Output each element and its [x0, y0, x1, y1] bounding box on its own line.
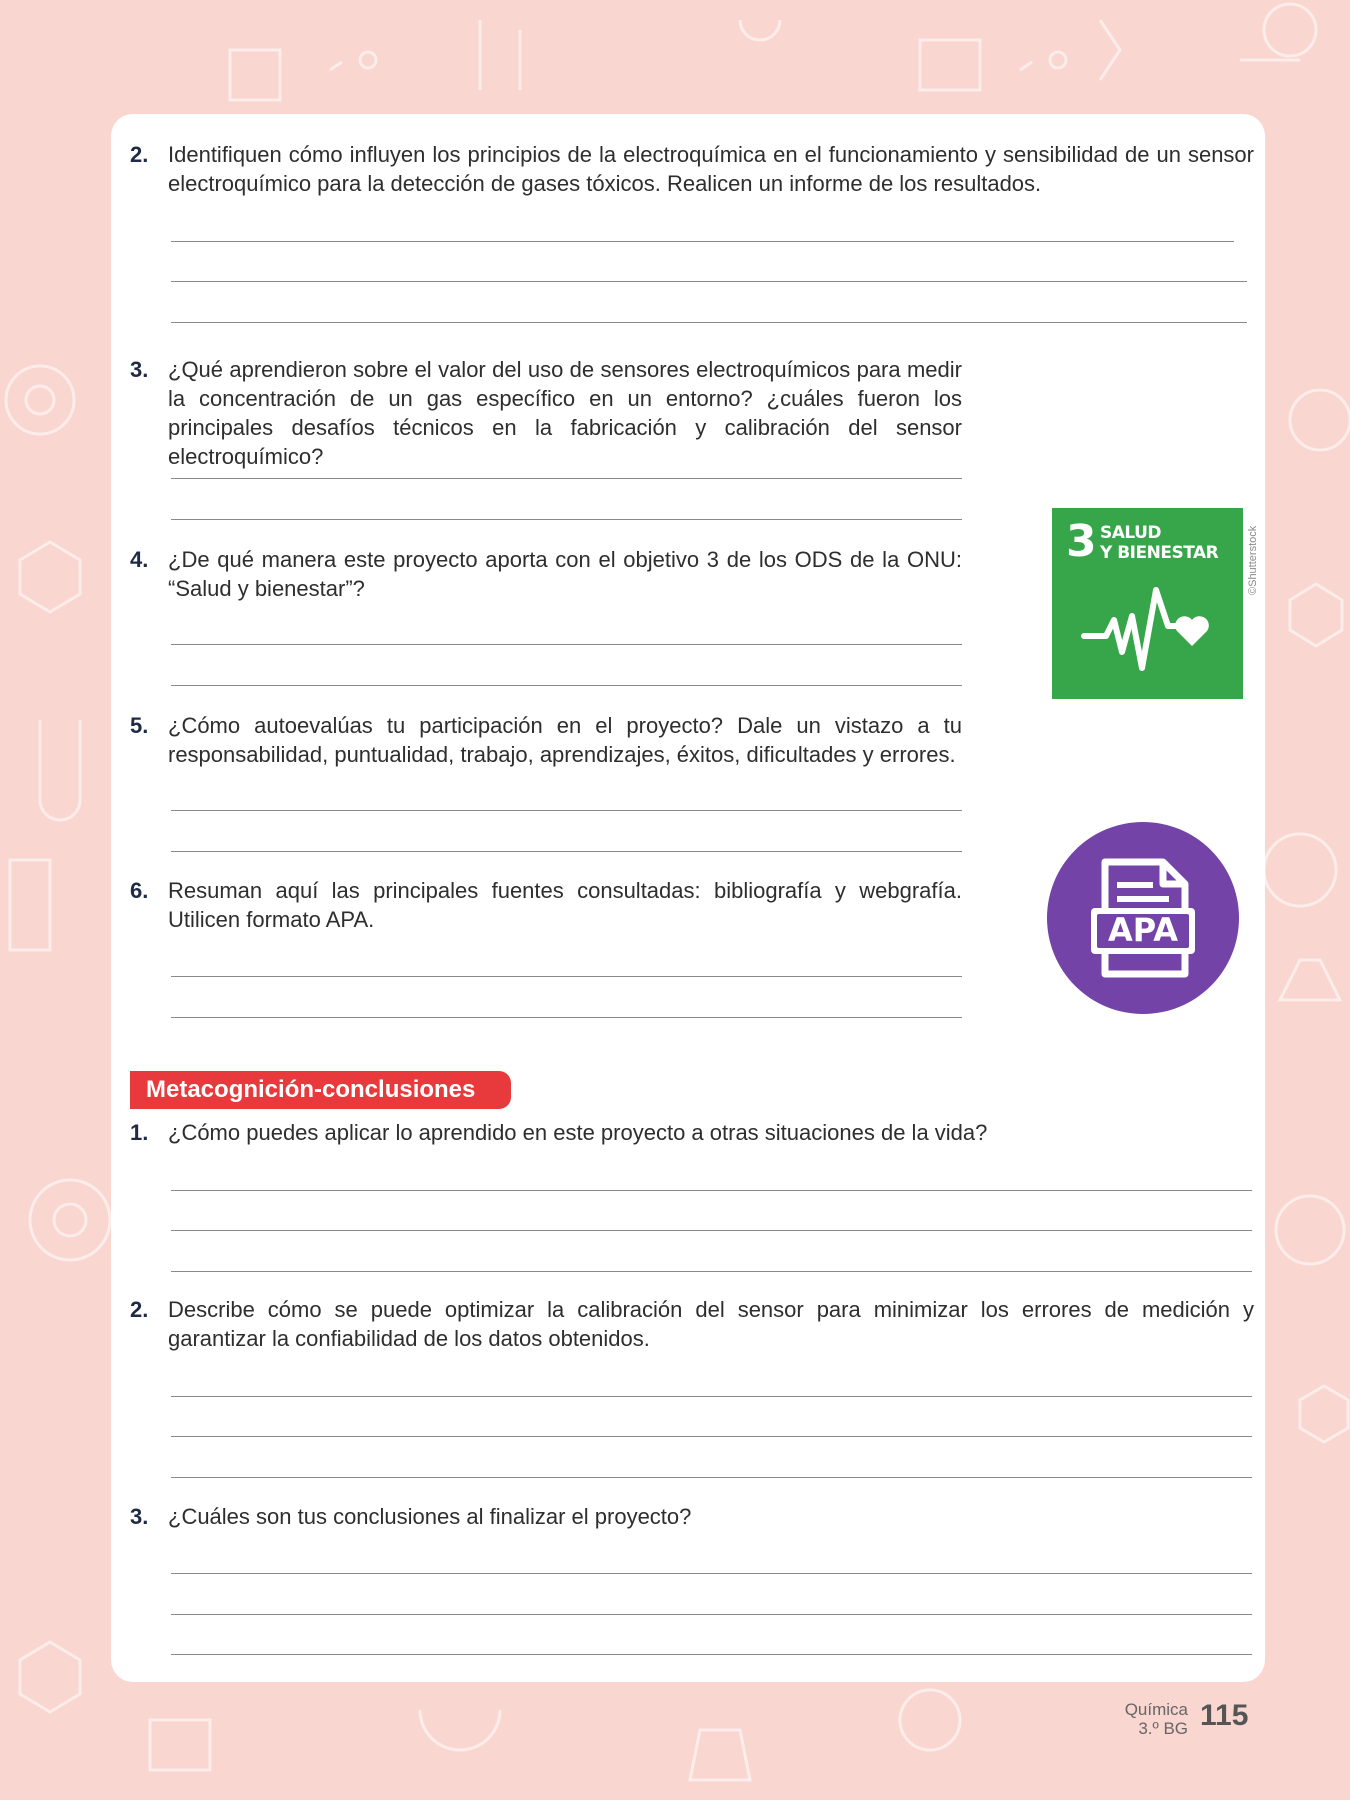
sdg-title-line2: Y BIENESTAR [1100, 543, 1219, 563]
image-credit: ©Shutterstock [1247, 525, 1259, 595]
question-text: ¿Qué aprendieron sobre el valor del uso de sensores electroquímicos para medir la concentración de un gas específico en un entorno? ¿cuáles fueron los principales desafíos técnicos en la fabricación y calibración del sensor electroquímico? [168, 357, 962, 469]
subject-name: Química [1124, 1700, 1188, 1719]
grade-level: 3.º BG [1138, 1719, 1188, 1738]
meta-question-1 [130, 1118, 1254, 1148]
section-title: Metacognición-conclusiones [146, 1076, 476, 1103]
question-number: 3. [130, 1504, 149, 1529]
answer-line[interactable] [171, 1436, 1252, 1437]
question-text: Resuman aquí las principales fuentes consultadas: bibliografía y webgrafía. Utilicen formato APA. [168, 878, 962, 932]
question-6 [130, 876, 962, 936]
apa-label: APA [1107, 911, 1179, 949]
question-number: 5. [130, 713, 149, 738]
answer-line[interactable] [171, 519, 962, 520]
question-text: ¿Cuáles son tus conclusiones al finalizar el proyecto? [168, 1504, 692, 1529]
answer-line[interactable] [171, 976, 962, 977]
question-text: ¿Cómo autoevalúas tu participación en el proyecto? Dale un vistazo a tu responsabilidad, puntualidad, trabajo, aprendizajes, éxitos, dificultades y errores. [168, 713, 962, 767]
answer-line[interactable] [171, 1654, 1252, 1655]
answer-line[interactable] [171, 241, 1234, 242]
section-header-metacognition [130, 1071, 511, 1109]
answer-line[interactable] [171, 1477, 1252, 1478]
answer-line[interactable] [171, 322, 1247, 323]
question-number: 1. [130, 1120, 149, 1145]
question-number: 2. [130, 1297, 149, 1322]
answer-line[interactable] [171, 851, 962, 852]
question-text: Describe cómo se puede optimizar la calibración del sensor para minimizar los errores de medición y garantizar la confiabilidad de los datos obtenidos. [168, 1297, 1254, 1351]
sdg-number: 3 [1066, 516, 1097, 567]
heartbeat-icon [1080, 576, 1220, 676]
question-2 [130, 140, 1254, 200]
answer-line[interactable] [171, 478, 962, 479]
page-number: 115 [1200, 1699, 1249, 1732]
answer-line[interactable] [171, 281, 1247, 282]
answer-line[interactable] [171, 1614, 1252, 1615]
answer-line[interactable] [171, 1230, 1252, 1231]
question-number: 2. [130, 142, 149, 167]
question-3 [130, 355, 962, 469]
sdg-title [1100, 523, 1218, 563]
answer-line[interactable] [171, 810, 962, 811]
footer-subject [1100, 1700, 1188, 1738]
answer-line[interactable] [171, 1271, 1252, 1272]
answer-line[interactable] [171, 1190, 1252, 1191]
meta-question-2 [130, 1295, 1254, 1355]
answer-line[interactable] [171, 685, 962, 686]
answer-line[interactable] [171, 1573, 1252, 1574]
question-text: Identifiquen cómo influyen los principios de la electroquímica en el funcionamiento y sensibilidad de un sensor electroquímico para la detección de gases tóxicos. Realicen un informe de los resultados. [168, 142, 1254, 196]
question-text: ¿Cómo puedes aplicar lo aprendido en este proyecto a otras situaciones de la vida? [168, 1120, 988, 1145]
question-number: 3. [130, 357, 149, 382]
question-text: ¿De qué manera este proyecto aporta con el objetivo 3 de los ODS de la ONU: “Salud y bienestar”? [168, 547, 962, 601]
meta-question-3 [130, 1502, 1254, 1532]
question-number: 4. [130, 547, 149, 572]
question-number: 6. [130, 878, 149, 903]
sdg-3-health-wellbeing-logo [1052, 508, 1243, 699]
question-4 [130, 545, 962, 605]
sdg-title-line1: SALUD [1100, 523, 1162, 543]
apa-format-icon [1047, 822, 1239, 1014]
answer-line[interactable] [171, 1396, 1252, 1397]
question-5 [130, 711, 962, 771]
answer-line[interactable] [171, 1017, 962, 1018]
answer-line[interactable] [171, 644, 962, 645]
